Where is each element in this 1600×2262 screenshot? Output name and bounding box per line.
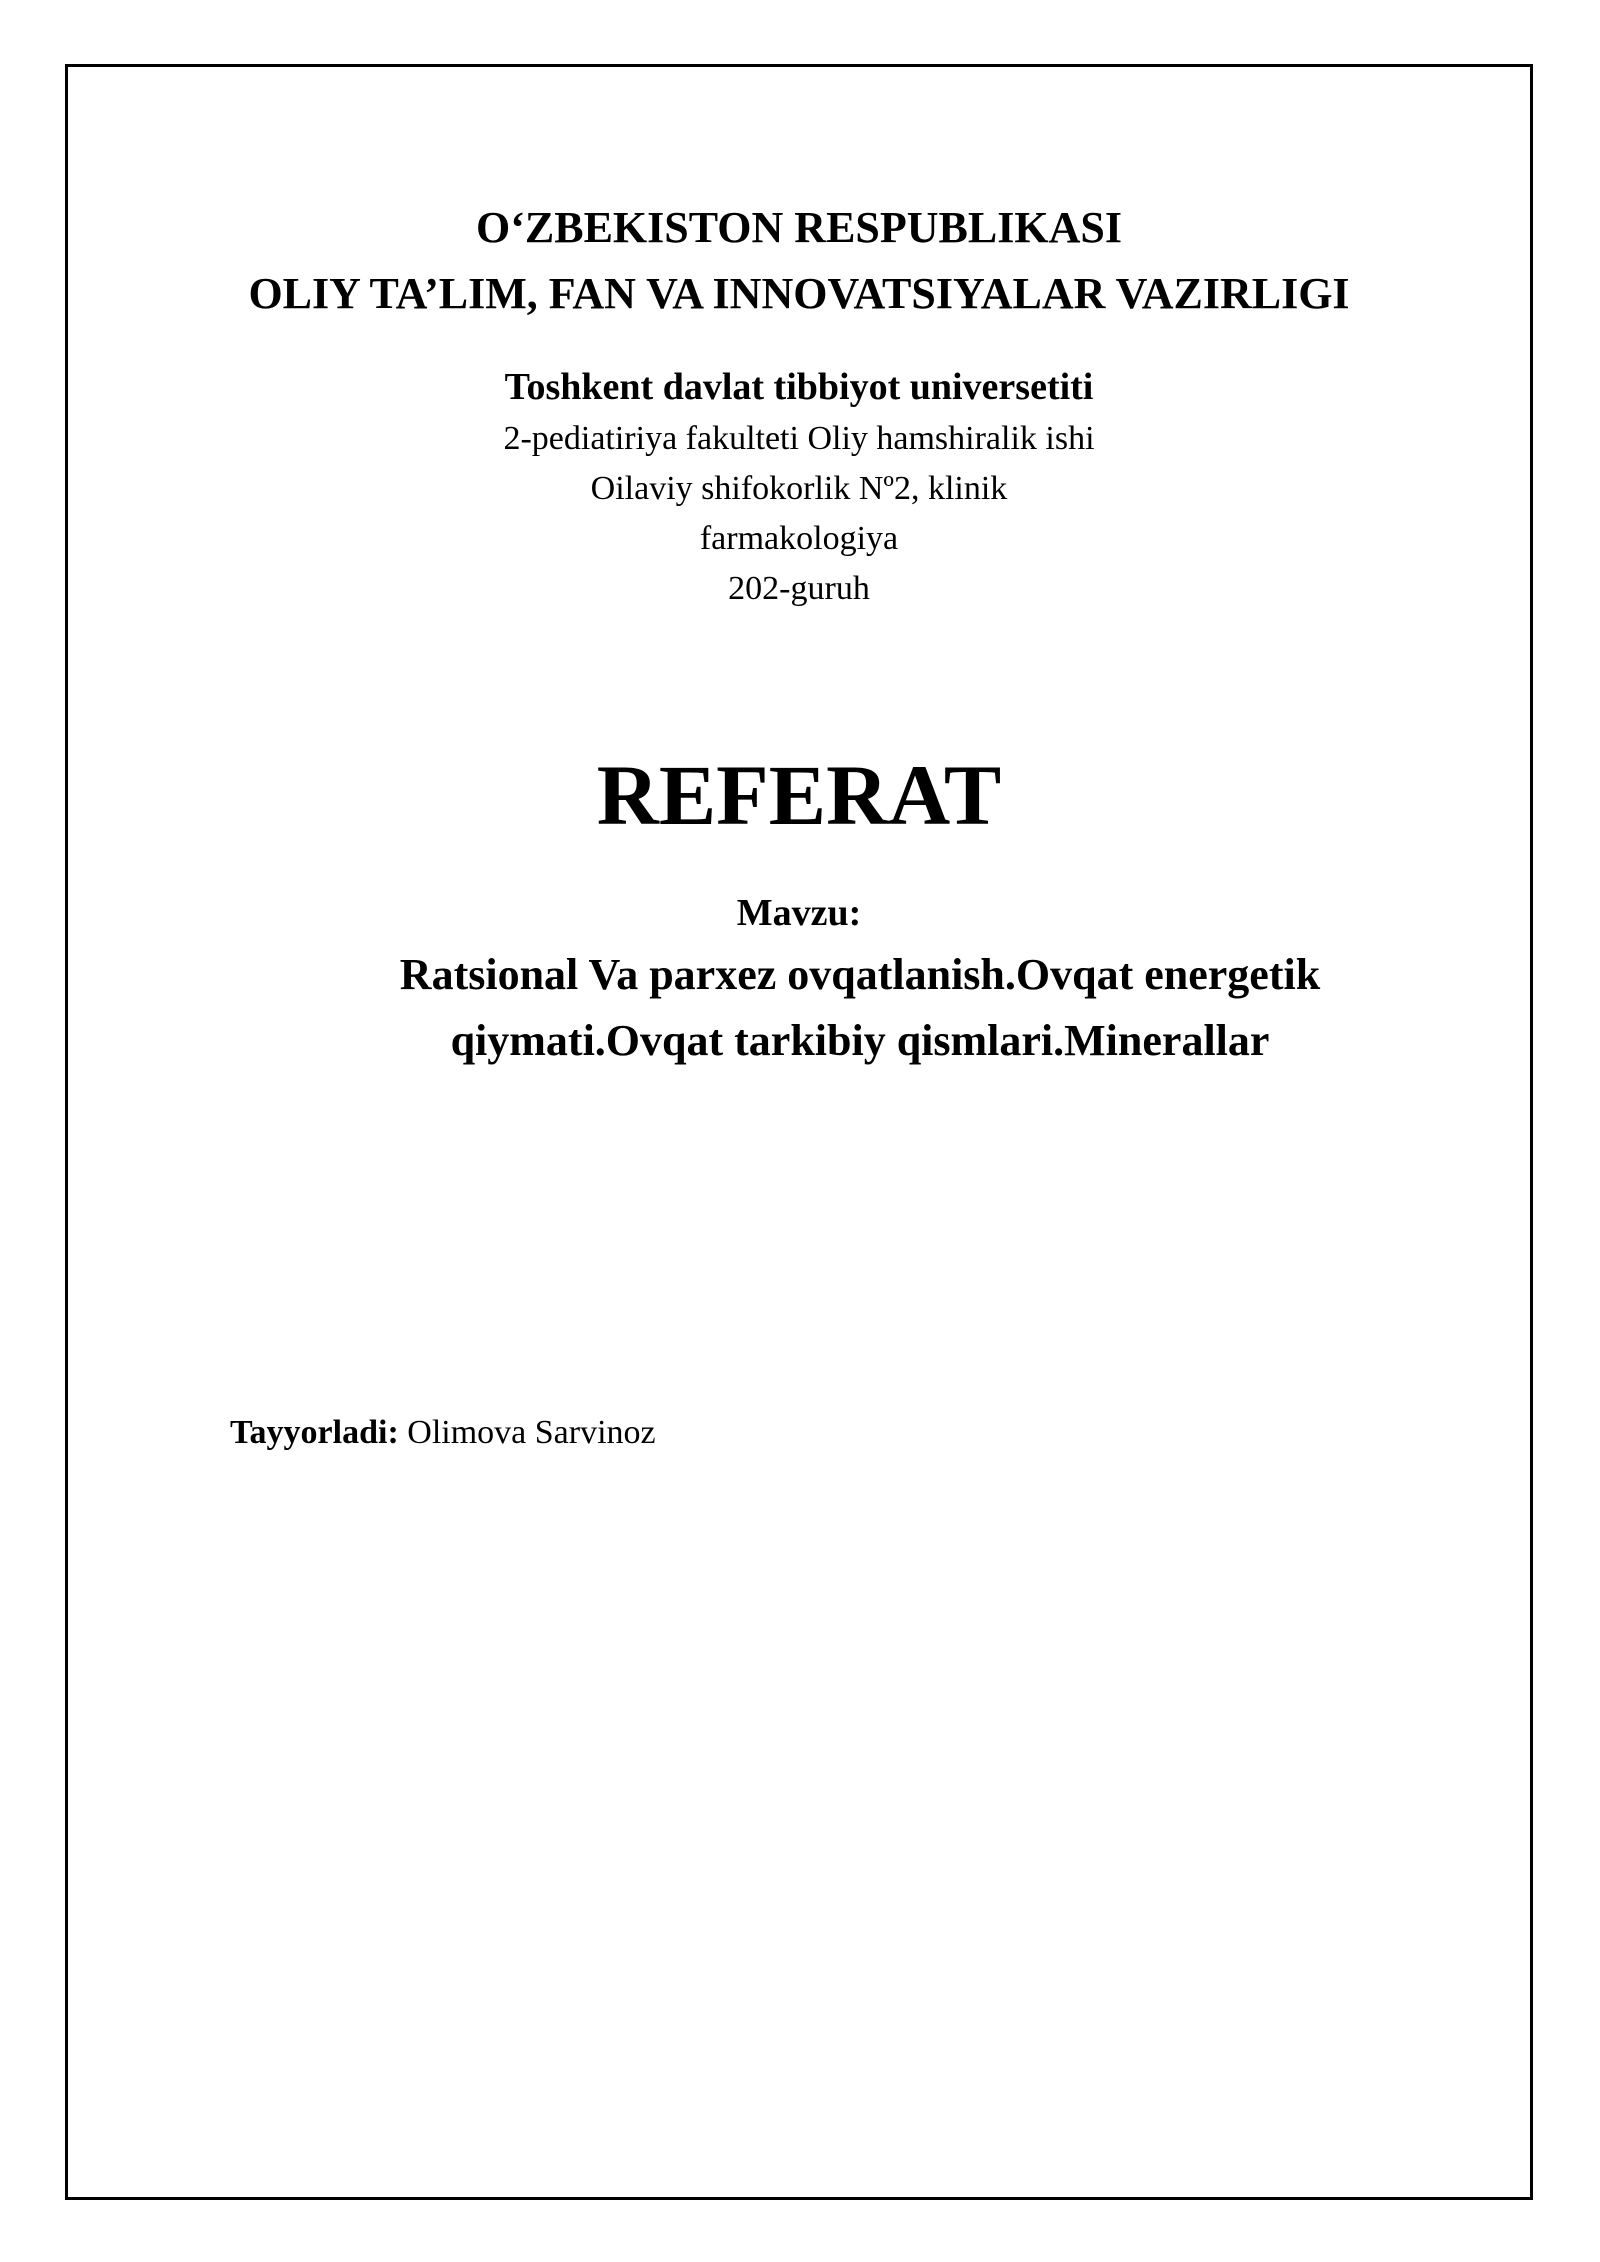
ministry-heading — [65, 195, 1533, 327]
topic-line-1: Ratsional Va parxez ovqatlanish.Ovqat energetik — [399, 950, 1321, 999]
author-name: Olimova Sarvinoz — [398, 1414, 656, 1451]
department-line-chair: Oilaviy shifokorlik Nº2, klinik — [590, 470, 1008, 507]
department-line-faculty: 2-pediatiriya fakulteti Oliy hamshiralik ishi — [503, 420, 1095, 457]
topic-label: Mavzu: — [736, 892, 862, 934]
department-line-group: 202-guruh — [728, 570, 870, 607]
topic-title — [300, 942, 1420, 1074]
document-type-title: REFERAT — [596, 747, 1002, 843]
ministry-line-country: O‘ZBEKISTON RESPUBLIKASI — [476, 203, 1122, 252]
author-label: Tayyorladi: — [230, 1414, 399, 1451]
topic-line-2: qiymati.Ovqat tarkibiy qismlari.Minerallar — [450, 1016, 1270, 1065]
university-name: Toshkent davlat tibbiyot universetiti — [504, 366, 1094, 408]
department-line-subject: farmakologiya — [699, 520, 899, 557]
ministry-line-name: OLIY TA’LIM, FAN VA INNOVATSIYALAR VAZIRLIGI — [248, 269, 1350, 318]
department-block — [65, 414, 1533, 614]
author-line — [230, 1408, 656, 1458]
